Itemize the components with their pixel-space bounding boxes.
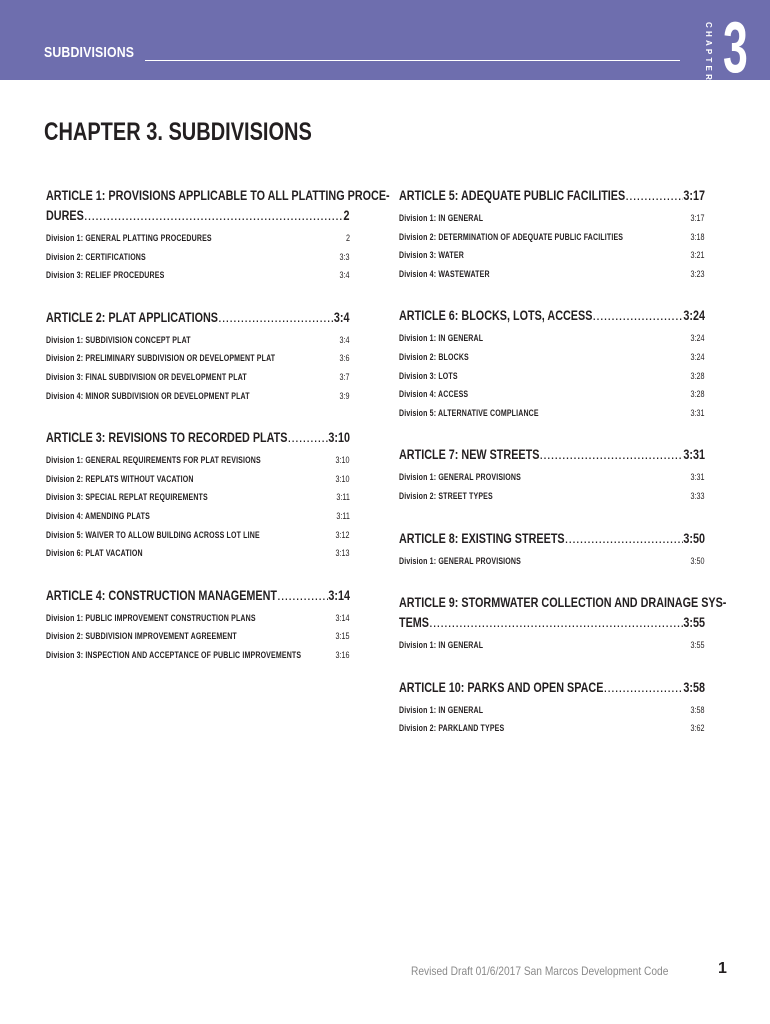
division-row[interactable]: [399, 209, 705, 228]
article-title: ARTICLE 7: NEW STREETS: [399, 447, 540, 463]
division-row[interactable]: [46, 488, 350, 507]
division-label: Division 2: DETERMINATION OF ADEQUATE PUBLIC FACILITIES: [399, 231, 624, 242]
article-page: 3:4: [334, 309, 350, 325]
toc-article: [399, 674, 705, 738]
article-title: ARTICLE 8: EXISTING STREETS: [399, 530, 565, 546]
division-row[interactable]: [46, 349, 350, 368]
division-row[interactable]: [46, 526, 350, 545]
division-row[interactable]: [399, 552, 705, 571]
division-label: Division 1: IN GENERAL: [399, 704, 484, 715]
division-row[interactable]: [399, 636, 705, 655]
division-row[interactable]: [46, 248, 350, 267]
division-page: 3:7: [339, 371, 350, 382]
division-label: Division 3: SPECIAL REPLAT REQUIREMENTS: [46, 492, 208, 503]
division-page: 3:62: [690, 723, 705, 734]
article-title: ARTICLE 4: CONSTRUCTION MANAGEMENT: [46, 587, 277, 603]
division-page: 3:9: [339, 390, 350, 401]
division-row[interactable]: [46, 229, 350, 248]
toc-article: [399, 525, 705, 571]
division-page: 3:28: [690, 370, 705, 381]
division-page: 3:18: [690, 231, 705, 242]
division-label: Division 1: GENERAL PLATTING PROCEDURES: [46, 233, 212, 243]
division-row[interactable]: [399, 404, 705, 423]
article-heading[interactable]: [46, 424, 350, 451]
division-page: 3:24: [690, 333, 705, 344]
division-row[interactable]: [399, 228, 705, 247]
division-label: Division 1: IN GENERAL: [399, 640, 484, 651]
division-page: 2: [345, 233, 350, 243]
division-page: 3:31: [690, 472, 705, 483]
division-page: 3:14: [335, 612, 350, 623]
toc-article: [399, 441, 705, 505]
division-label: Division 4: MINOR SUBDIVISION OR DEVELOPMENT PLAT: [46, 390, 250, 401]
division-label: Division 1: IN GENERAL: [399, 333, 484, 344]
section-title: SUBDIVISIONS: [44, 44, 135, 61]
article-title: ARTICLE 2: PLAT APPLICATIONS: [46, 309, 218, 325]
division-page: 3:11: [336, 510, 350, 521]
division-row[interactable]: [46, 507, 350, 526]
division-row[interactable]: [399, 329, 705, 348]
toc-article: [399, 182, 705, 283]
division-row[interactable]: [46, 266, 350, 285]
division-label: Division 3: RELIEF PROCEDURES: [46, 270, 165, 281]
division-page: 3:31: [690, 407, 705, 418]
division-label: Division 1: GENERAL REQUIREMENTS FOR PLAT REVISIONS: [46, 455, 261, 466]
division-page: 3:12: [335, 529, 350, 540]
division-row[interactable]: [46, 646, 350, 665]
division-label: Division 3: INSPECTION AND ACCEPTANCE OF PUBLIC IMPROVEMENTS: [46, 649, 302, 660]
division-label: Division 3: LOTS: [399, 370, 458, 381]
article-page: 3:55: [683, 615, 705, 631]
division-page: 3:33: [690, 490, 705, 501]
division-label: Division 2: CERTIFICATIONS: [46, 251, 146, 262]
article-page: 3:50: [683, 530, 705, 546]
dot-leader: [565, 529, 684, 549]
division-label: Division 3: FINAL SUBDIVISION OR DEVELOPMENT PLAT: [46, 371, 247, 382]
division-label: Division 5: WAIVER TO ALLOW BUILDING ACROSS LOT LINE: [46, 529, 260, 540]
article-heading[interactable]: [399, 302, 705, 329]
article-title-line2: TEMS: [399, 615, 430, 631]
dot-leader: [429, 613, 683, 633]
page-title: CHAPTER 3. SUBDIVISIONS: [44, 118, 312, 146]
dot-leader: [287, 428, 328, 448]
article-heading[interactable]: [46, 182, 390, 229]
article-page: 3:31: [683, 447, 705, 463]
banner-divider: [145, 60, 680, 61]
toc-article: [46, 182, 390, 285]
division-label: Division 4: WASTEWATER: [399, 268, 490, 279]
division-row[interactable]: [399, 701, 705, 720]
division-row[interactable]: [46, 387, 350, 406]
article-page: 3:17: [683, 188, 705, 203]
chapter-number: 3: [723, 8, 748, 88]
article-title-line1: ARTICLE 1: PROVISIONS APPLICABLE TO ALL PLATTING PROCE-: [46, 188, 390, 203]
division-page: 3:55: [690, 640, 705, 651]
division-row[interactable]: [399, 719, 705, 738]
division-row[interactable]: [46, 331, 350, 350]
division-label: Division 2: REPLATS WITHOUT VACATION: [46, 473, 194, 484]
division-row[interactable]: [399, 246, 705, 265]
article-page: 2: [343, 208, 350, 223]
toc-left-column: [46, 182, 390, 684]
article-heading[interactable]: [399, 589, 727, 636]
division-page: 3:23: [690, 268, 705, 279]
division-page: 3:21: [690, 250, 705, 261]
article-heading[interactable]: [46, 582, 350, 609]
article-page: 3:14: [328, 587, 350, 603]
division-label: Division 4: ACCESS: [399, 389, 469, 400]
article-heading[interactable]: [399, 674, 705, 701]
division-page: 3:4: [339, 334, 350, 345]
article-page: 3:24: [683, 308, 705, 324]
toc-article: [46, 582, 350, 665]
article-page: 3:58: [683, 679, 705, 695]
toc-right-column: [399, 182, 727, 757]
article-title: ARTICLE 3: REVISIONS TO RECORDED PLATS: [46, 430, 288, 446]
article-heading[interactable]: [399, 441, 705, 468]
division-label: Division 5: ALTERNATIVE COMPLIANCE: [399, 407, 539, 418]
article-title: ARTICLE 6: BLOCKS, LOTS, ACCESS: [399, 308, 593, 324]
article-title: ARTICLE 10: PARKS AND OPEN SPACE: [399, 679, 604, 695]
division-page: 3:10: [335, 473, 350, 484]
division-label: Division 1: GENERAL PROVISIONS: [399, 555, 521, 566]
article-title-line1: ARTICLE 9: STORMWATER COLLECTION AND DRAINAGE SYS-: [399, 595, 727, 611]
division-row[interactable]: [46, 609, 350, 628]
dot-leader: [592, 306, 683, 326]
division-label: Division 4: AMENDING PLATS: [46, 510, 150, 521]
division-page: 3:6: [339, 353, 350, 364]
division-page: 3:24: [690, 351, 705, 362]
toc-article: [46, 424, 350, 563]
division-label: Division 2: PARKLAND TYPES: [399, 723, 505, 734]
dot-leader: [218, 308, 334, 328]
division-row[interactable]: [46, 627, 350, 646]
division-page: 3:16: [335, 649, 350, 660]
division-page: 3:13: [335, 548, 350, 559]
division-label: Division 1: SUBDIVISION CONCEPT PLAT: [46, 334, 191, 345]
toc-article: [399, 589, 727, 655]
article-title-line2: DURES: [46, 208, 84, 223]
division-label: Division 6: PLAT VACATION: [46, 548, 143, 559]
article-page: 3:10: [328, 430, 350, 446]
division-label: Division 3: WATER: [399, 250, 464, 261]
division-row[interactable]: [46, 544, 350, 563]
division-page: 3:3: [339, 251, 350, 262]
dot-leader: [603, 678, 683, 698]
division-label: Division 1: GENERAL PROVISIONS: [399, 472, 521, 483]
chapter-label: CHAPTER: [704, 22, 713, 84]
dot-leader: [539, 445, 683, 465]
toc-article: [399, 302, 705, 422]
division-label: Division 1: IN GENERAL: [399, 213, 484, 223]
division-page: 3:15: [335, 631, 350, 642]
page-number: 1: [718, 960, 727, 977]
dot-leader: [277, 586, 328, 606]
division-page: 3:58: [690, 704, 705, 715]
article-heading[interactable]: [399, 182, 705, 209]
division-label: Division 2: PRELIMINARY SUBDIVISION OR DEVELOPMENT PLAT: [46, 353, 276, 364]
division-row[interactable]: [399, 468, 705, 487]
division-page: 3:11: [336, 492, 350, 503]
footer-text: Revised Draft 01/6/2017 San Marcos Development Code: [411, 964, 669, 978]
division-page: 3:28: [690, 389, 705, 400]
article-title: ARTICLE 5: ADEQUATE PUBLIC FACILITIES: [399, 188, 626, 203]
division-page: 3:17: [690, 213, 705, 223]
division-row[interactable]: [46, 470, 350, 489]
division-label: Division 2: BLOCKS: [399, 351, 469, 362]
division-page: 3:10: [335, 455, 350, 466]
division-row[interactable]: [46, 368, 350, 387]
dot-leader: [84, 206, 344, 226]
division-row[interactable]: [46, 451, 350, 470]
division-row[interactable]: [399, 487, 705, 506]
division-row[interactable]: [399, 367, 705, 386]
chapter-banner: [0, 0, 770, 88]
division-label: Division 2: SUBDIVISION IMPROVEMENT AGREEMENT: [46, 631, 237, 642]
dot-leader: [625, 186, 683, 206]
division-label: Division 2: STREET TYPES: [399, 490, 493, 501]
article-heading[interactable]: [46, 304, 350, 331]
division-row[interactable]: [399, 265, 705, 284]
division-row[interactable]: [399, 348, 705, 367]
division-label: Division 1: PUBLIC IMPROVEMENT CONSTRUCTION PLANS: [46, 612, 256, 623]
division-page: 3:50: [690, 555, 705, 566]
division-row[interactable]: [399, 385, 705, 404]
toc-article: [46, 304, 350, 405]
article-heading[interactable]: [399, 525, 705, 552]
division-page: 3:4: [339, 270, 350, 281]
